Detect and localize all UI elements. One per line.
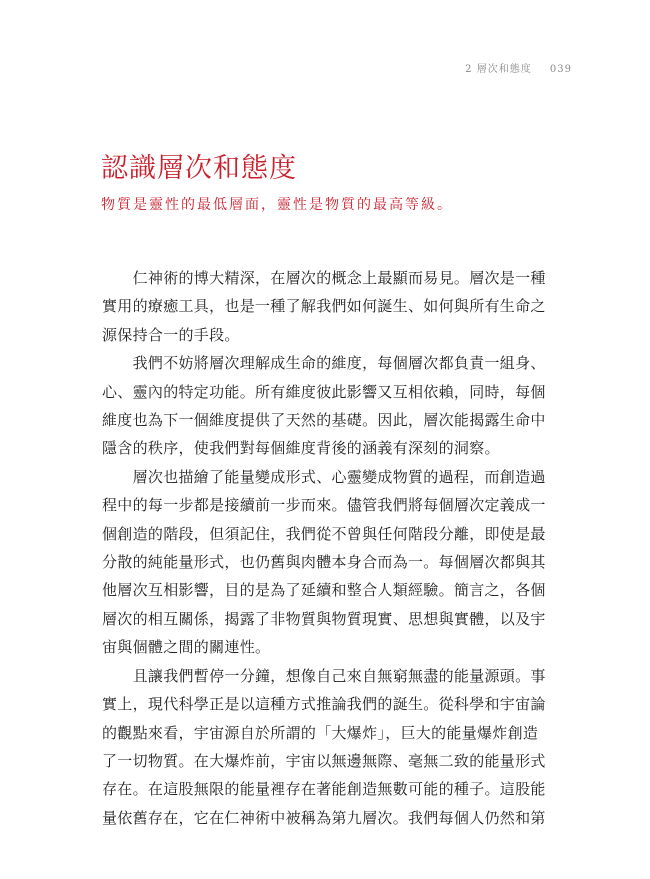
running-header bbox=[465, 60, 572, 75]
paragraph: 且讓我們暫停一分鐘，想像自己來自無窮無盡的能量源頭。事 實上，現代科學正是以這種方式推論我們的誕生。從科學和宇宙論 的觀點來看，宇宙源自於所謂的「大爆炸」，巨大的能量爆炸創造 了一切物質。在大爆炸前，宇宙以無邊無際、毫無二致的能量形式 存在。在這股無限的能量裡存在著能創造無數可能的種子。這股能 量依舊存在，它在仁神術中被稱為第九層次。我們每個人仍然和第 bbox=[102, 666, 546, 827]
paragraph: 我們不妨將層次理解成生命的維度，每個層次都負責一組身、 心、靈內的特定功能。所有維度彼此影響又互相依賴，同時，每個 維度也為下一個維度提供了天然的基礎。因此，層次能揭露生命中 隱含的秩序，使我們對每個維度背後的涵義有深刻的洞察。 bbox=[102, 354, 546, 458]
body-text bbox=[102, 264, 588, 832]
paragraph: 仁神術的博大精深，在層次的概念上最顯而易見。層次是一種 實用的療癒工具，也是一種了解我們如何誕生、如何與所有生命之 源保持合一的手段。 bbox=[102, 269, 546, 344]
chapter-label: 2 層次和態度 bbox=[465, 64, 532, 75]
section-title: 認識層次和態度 bbox=[101, 153, 297, 184]
section-subtitle: 物質是靈性的最低層面，靈性是物質的最高等級。 bbox=[101, 197, 453, 213]
page-number: 039 bbox=[549, 64, 572, 75]
paragraph: 層次也描繪了能量變成形式、心靈變成物質的過程，而創造過 程中的每一步都是接續前一步而來。儘管我們將每個層次定義成一 個創造的階段，但須記住，我們從不曾與任何階段分離，即使是最 分散的純能量形式，也仍舊與肉體本身合而為一。每個層次都與其 他層次互相影響，目的是為了延續和整合人類經驗。簡言之，各個 層次的相互關係，揭露了非物質與物質現實、思想與實體，以及宇 宙與個體之間的關連性。 bbox=[102, 467, 546, 657]
